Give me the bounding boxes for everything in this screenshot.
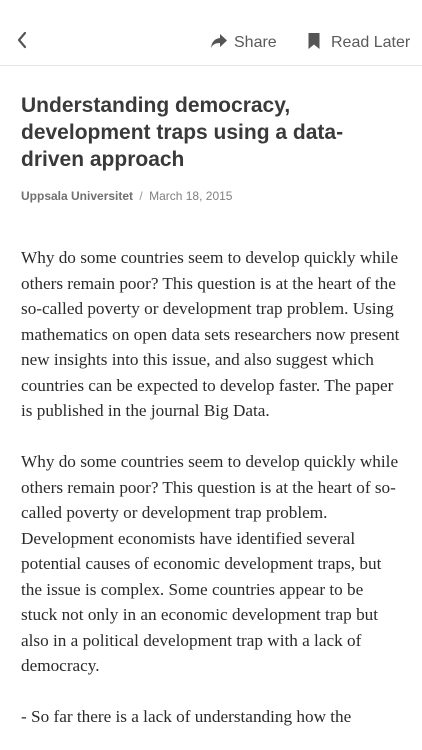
article-paragraph: - So far there is a lack of understanding how the: [21, 707, 352, 726]
article-title: Understanding democracy, development traps using a data-driven approach: [21, 94, 344, 171]
article-paragraph: Why do some countries seem to develop quickly while others remain poor? This question is at the heart of the so-called poverty or development trap problem. Using mathematics on open data sets researchers now present new insights into this issue, and also suggest which countries can be expected to develop faster. The paper is published in the journal Big Data.: [21, 248, 400, 420]
share-arrow-icon: [210, 33, 228, 54]
article-paragraph: Why do some countries seem to develop quickly while others remain poor? This question is at the heart of so-called poverty or development trap problem. Development economists have identified several potential causes of economic development traps, but the issue is complex. Some countries appear to be stuck not only in an economic development trap but also in a political development trap with a lack of democracy.: [21, 452, 399, 675]
meta-separator: /: [139, 189, 143, 203]
read-later-button[interactable]: [307, 30, 410, 56]
article-date: March 18, 2015: [149, 189, 233, 203]
article: [21, 92, 401, 750]
article-meta: [21, 189, 401, 203]
article-body: [21, 245, 401, 730]
article-source[interactable]: Uppsala Universitet: [21, 189, 134, 203]
back-button[interactable]: [8, 27, 36, 57]
bookmark-icon: [307, 32, 321, 55]
top-toolbar: [0, 0, 422, 66]
share-label: Share: [234, 34, 277, 51]
share-button[interactable]: [210, 30, 277, 56]
chevron-left-icon: [16, 31, 28, 54]
read-later-label: Read Later: [331, 34, 411, 51]
